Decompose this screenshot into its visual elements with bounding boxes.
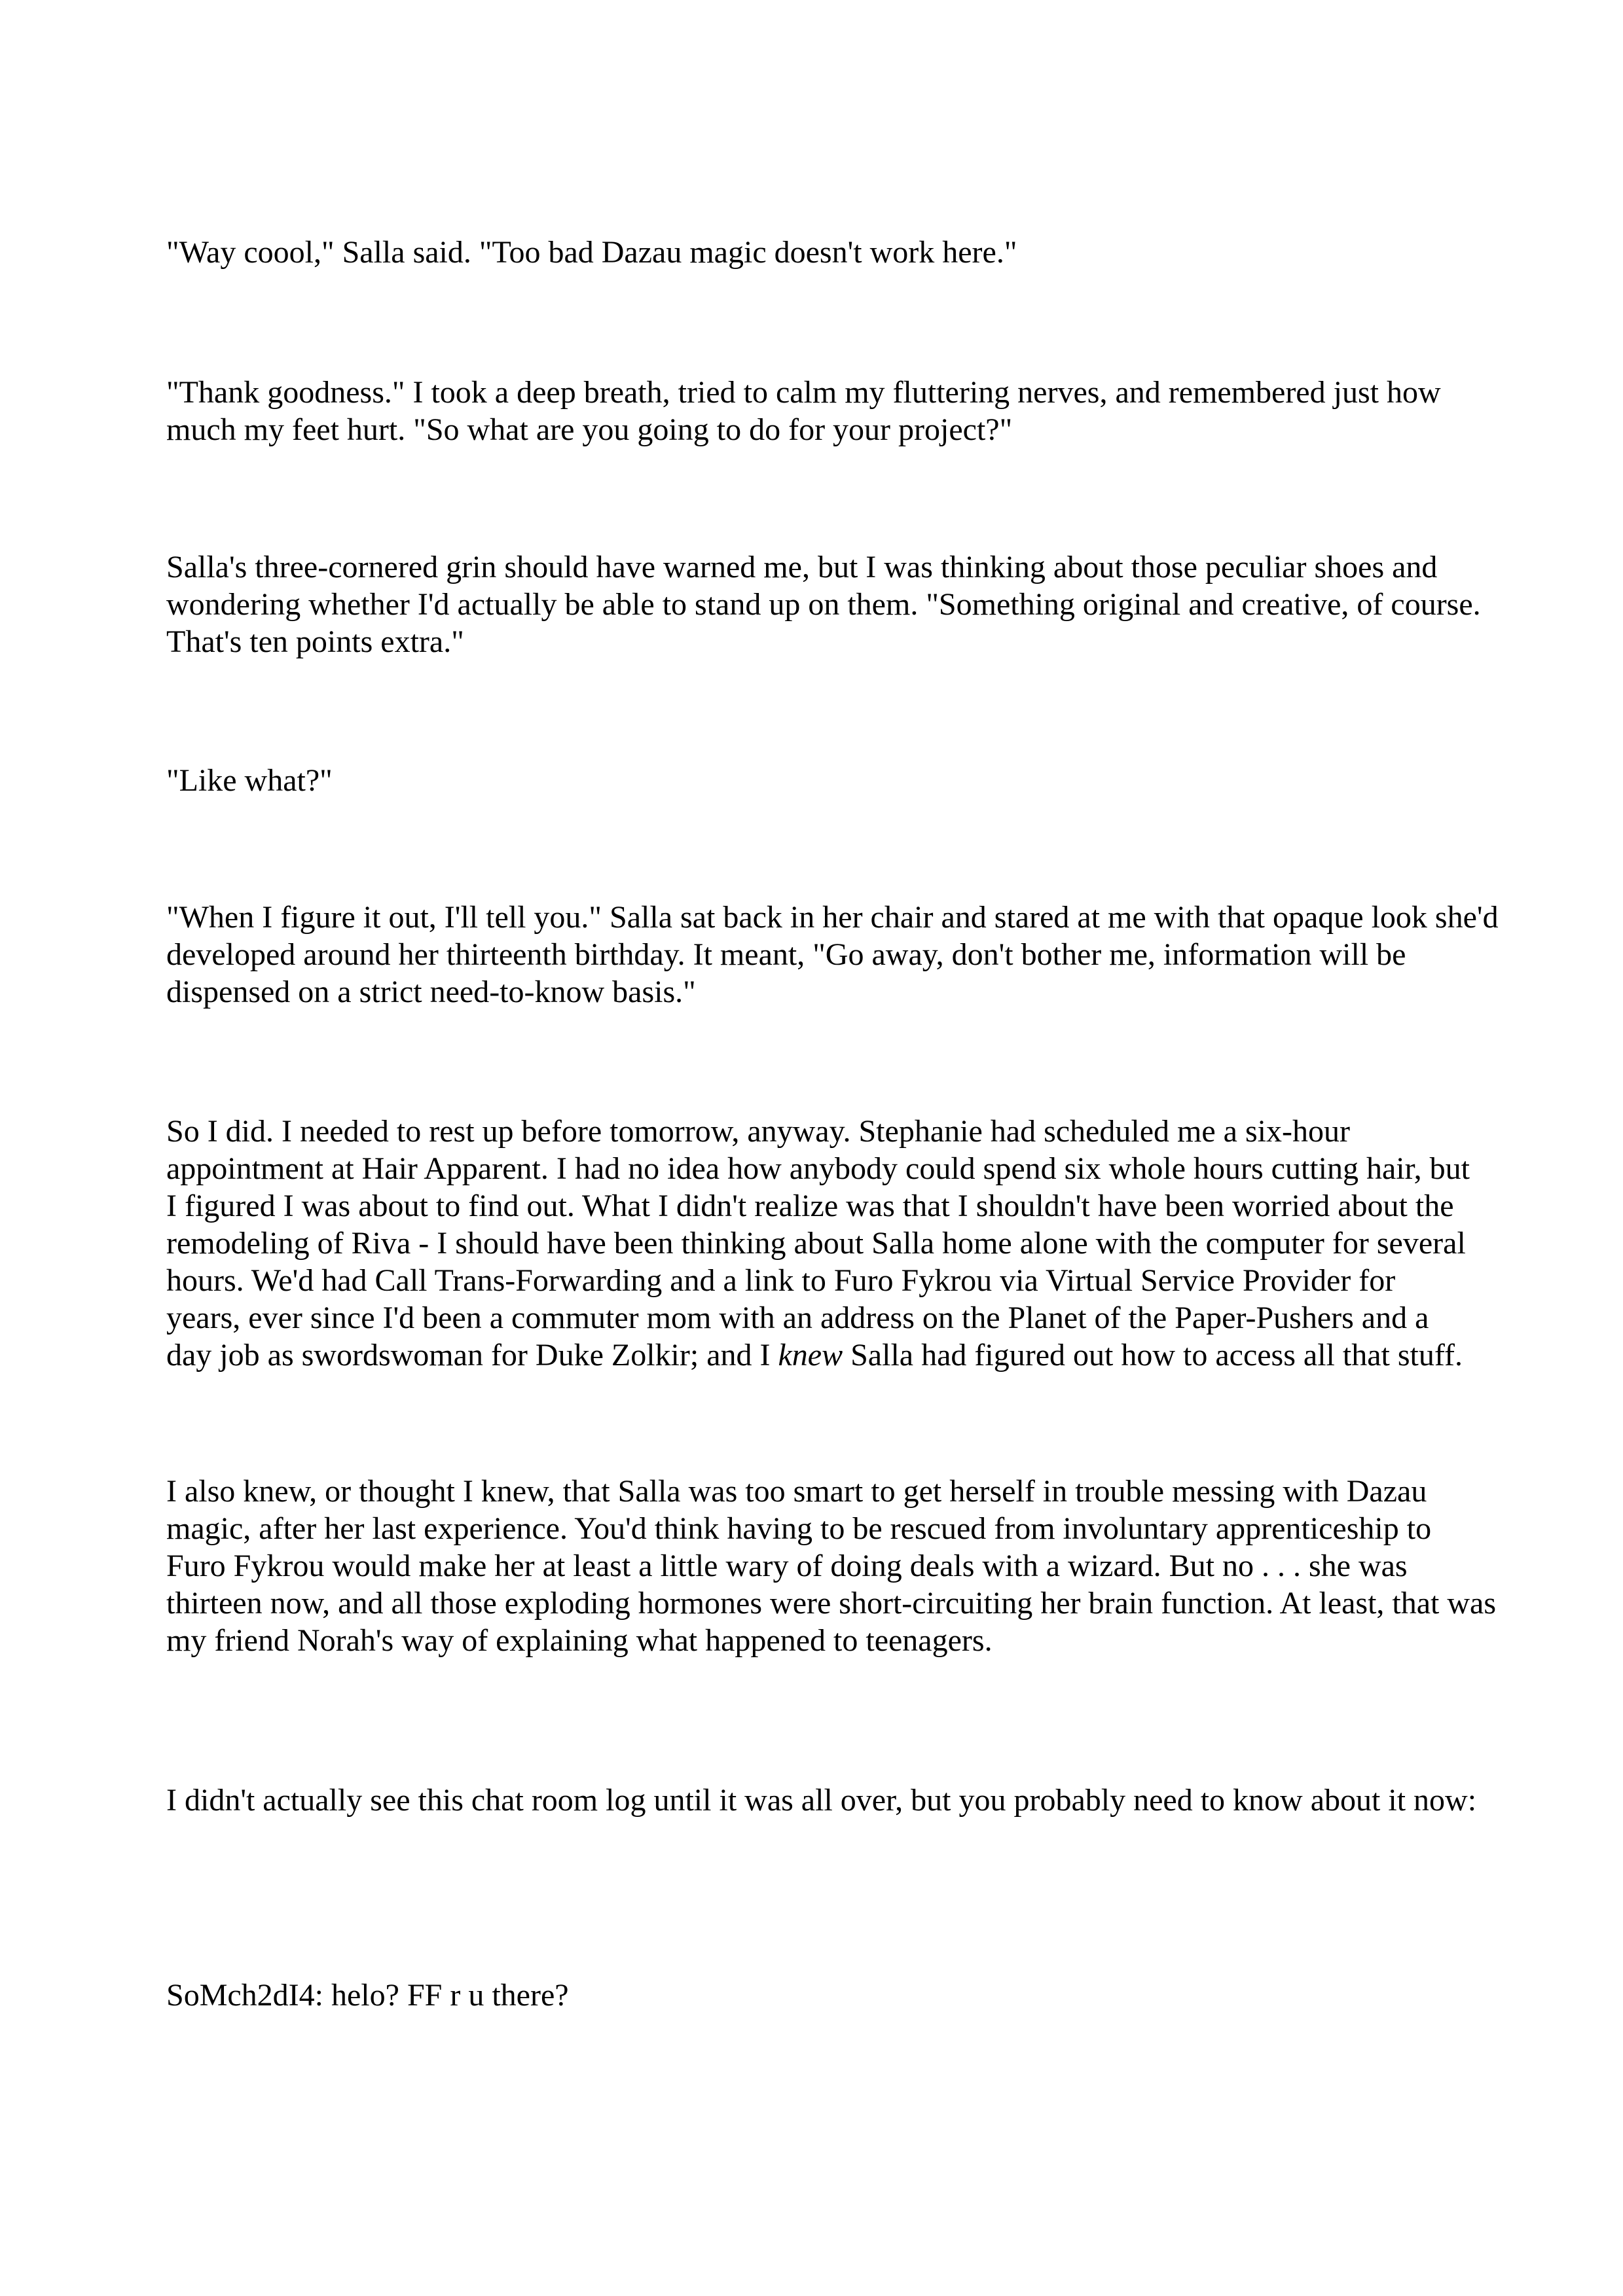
paragraph-chat-room-log <box>166 1782 1482 1819</box>
text-line: SoMch2dI4: helo? FF r u there? <box>166 1978 569 2013</box>
text-line: "Thank goodness." I took a deep breath, tried to calm my fluttering nerves, and remembered just how <box>166 375 1441 410</box>
text-line: magic, after her last experience. You'd think having to be rescued from involuntary apprenticeship to <box>166 1511 1432 1546</box>
text-line: thirteen now, and all those exploding hormones were short-circuiting her brain function. At least, that was <box>166 1586 1497 1621</box>
text-line <box>166 1336 1482 1374</box>
paragraph-three-cornered-grin <box>166 548 1482 660</box>
text-line: remodeling of Riva - I should have been thinking about Salla home alone with the computer for several <box>166 1226 1466 1261</box>
text-line: I figured I was about to find out. What I didn't realize was that I shouldn't have been worried about the <box>166 1189 1454 1223</box>
emphasized-word: knew <box>778 1338 843 1372</box>
text-line: hours. We'd had Call Trans-Forwarding and a link to Furo Fykrou via Virtual Service Provider for <box>166 1263 1396 1298</box>
text-run: Salla had figured out how to access all that stuff. <box>843 1338 1463 1372</box>
text-line: That's ten points extra." <box>166 624 464 659</box>
text-line: developed around her thirteenth birthday. It meant, "Go away, don't bother me, information will be <box>166 937 1406 972</box>
text-line: wondering whether I'd actually be able to stand up on them. "Something original and creative, of course. <box>166 587 1481 622</box>
text-line: Salla's three-cornered grin should have warned me, but I was thinking about those peculiar shoes and <box>166 550 1438 584</box>
text-line: dispensed on a strict need-to-know basis." <box>166 975 696 1009</box>
paragraph-thank-goodness <box>166 374 1482 448</box>
text-line: my friend Norah's way of explaining what happened to teenagers. <box>166 1623 993 1658</box>
text-line: I also knew, or thought I knew, that Salla was too smart to get herself in trouble messing with Dazau <box>166 1474 1427 1509</box>
text-line: "Way coool," Salla said. "Too bad Dazau magic doesn't work here." <box>166 235 1017 270</box>
paragraph-way-coool <box>166 234 1482 271</box>
text-run: day job as swordswoman for Duke Zolkir; and I <box>166 1338 778 1372</box>
text-line: years, ever since I'd been a commuter mom with an address on the Planet of the Paper-Pushers and a <box>166 1300 1429 1335</box>
paragraph-so-i-did <box>166 1113 1482 1374</box>
text-line: Furo Fykrou would make her at least a little wary of doing deals with a wizard. But no . . . she was <box>166 1549 1408 1583</box>
text-line: "Like what?" <box>166 763 333 798</box>
paragraph-like-what <box>166 762 1482 799</box>
paragraph-chat-message <box>166 1977 1482 2014</box>
text-line: So I did. I needed to rest up before tomorrow, anyway. Stephanie had scheduled me a six-hour <box>166 1114 1350 1149</box>
text-line: appointment at Hair Apparent. I had no idea how anybody could spend six whole hours cutting hair, but <box>166 1151 1470 1186</box>
text-line: I didn't actually see this chat room log until it was all over, but you probably need to know about it now: <box>166 1783 1477 1818</box>
paragraph-i-also-knew <box>166 1473 1497 1659</box>
text-line: "When I figure it out, I'll tell you." Salla sat back in her chair and stared at me with that opaque look she'd <box>166 900 1499 935</box>
paragraph-when-i-figure <box>166 899 1499 1011</box>
text-line: much my feet hurt. "So what are you going to do for your project?" <box>166 412 1013 447</box>
